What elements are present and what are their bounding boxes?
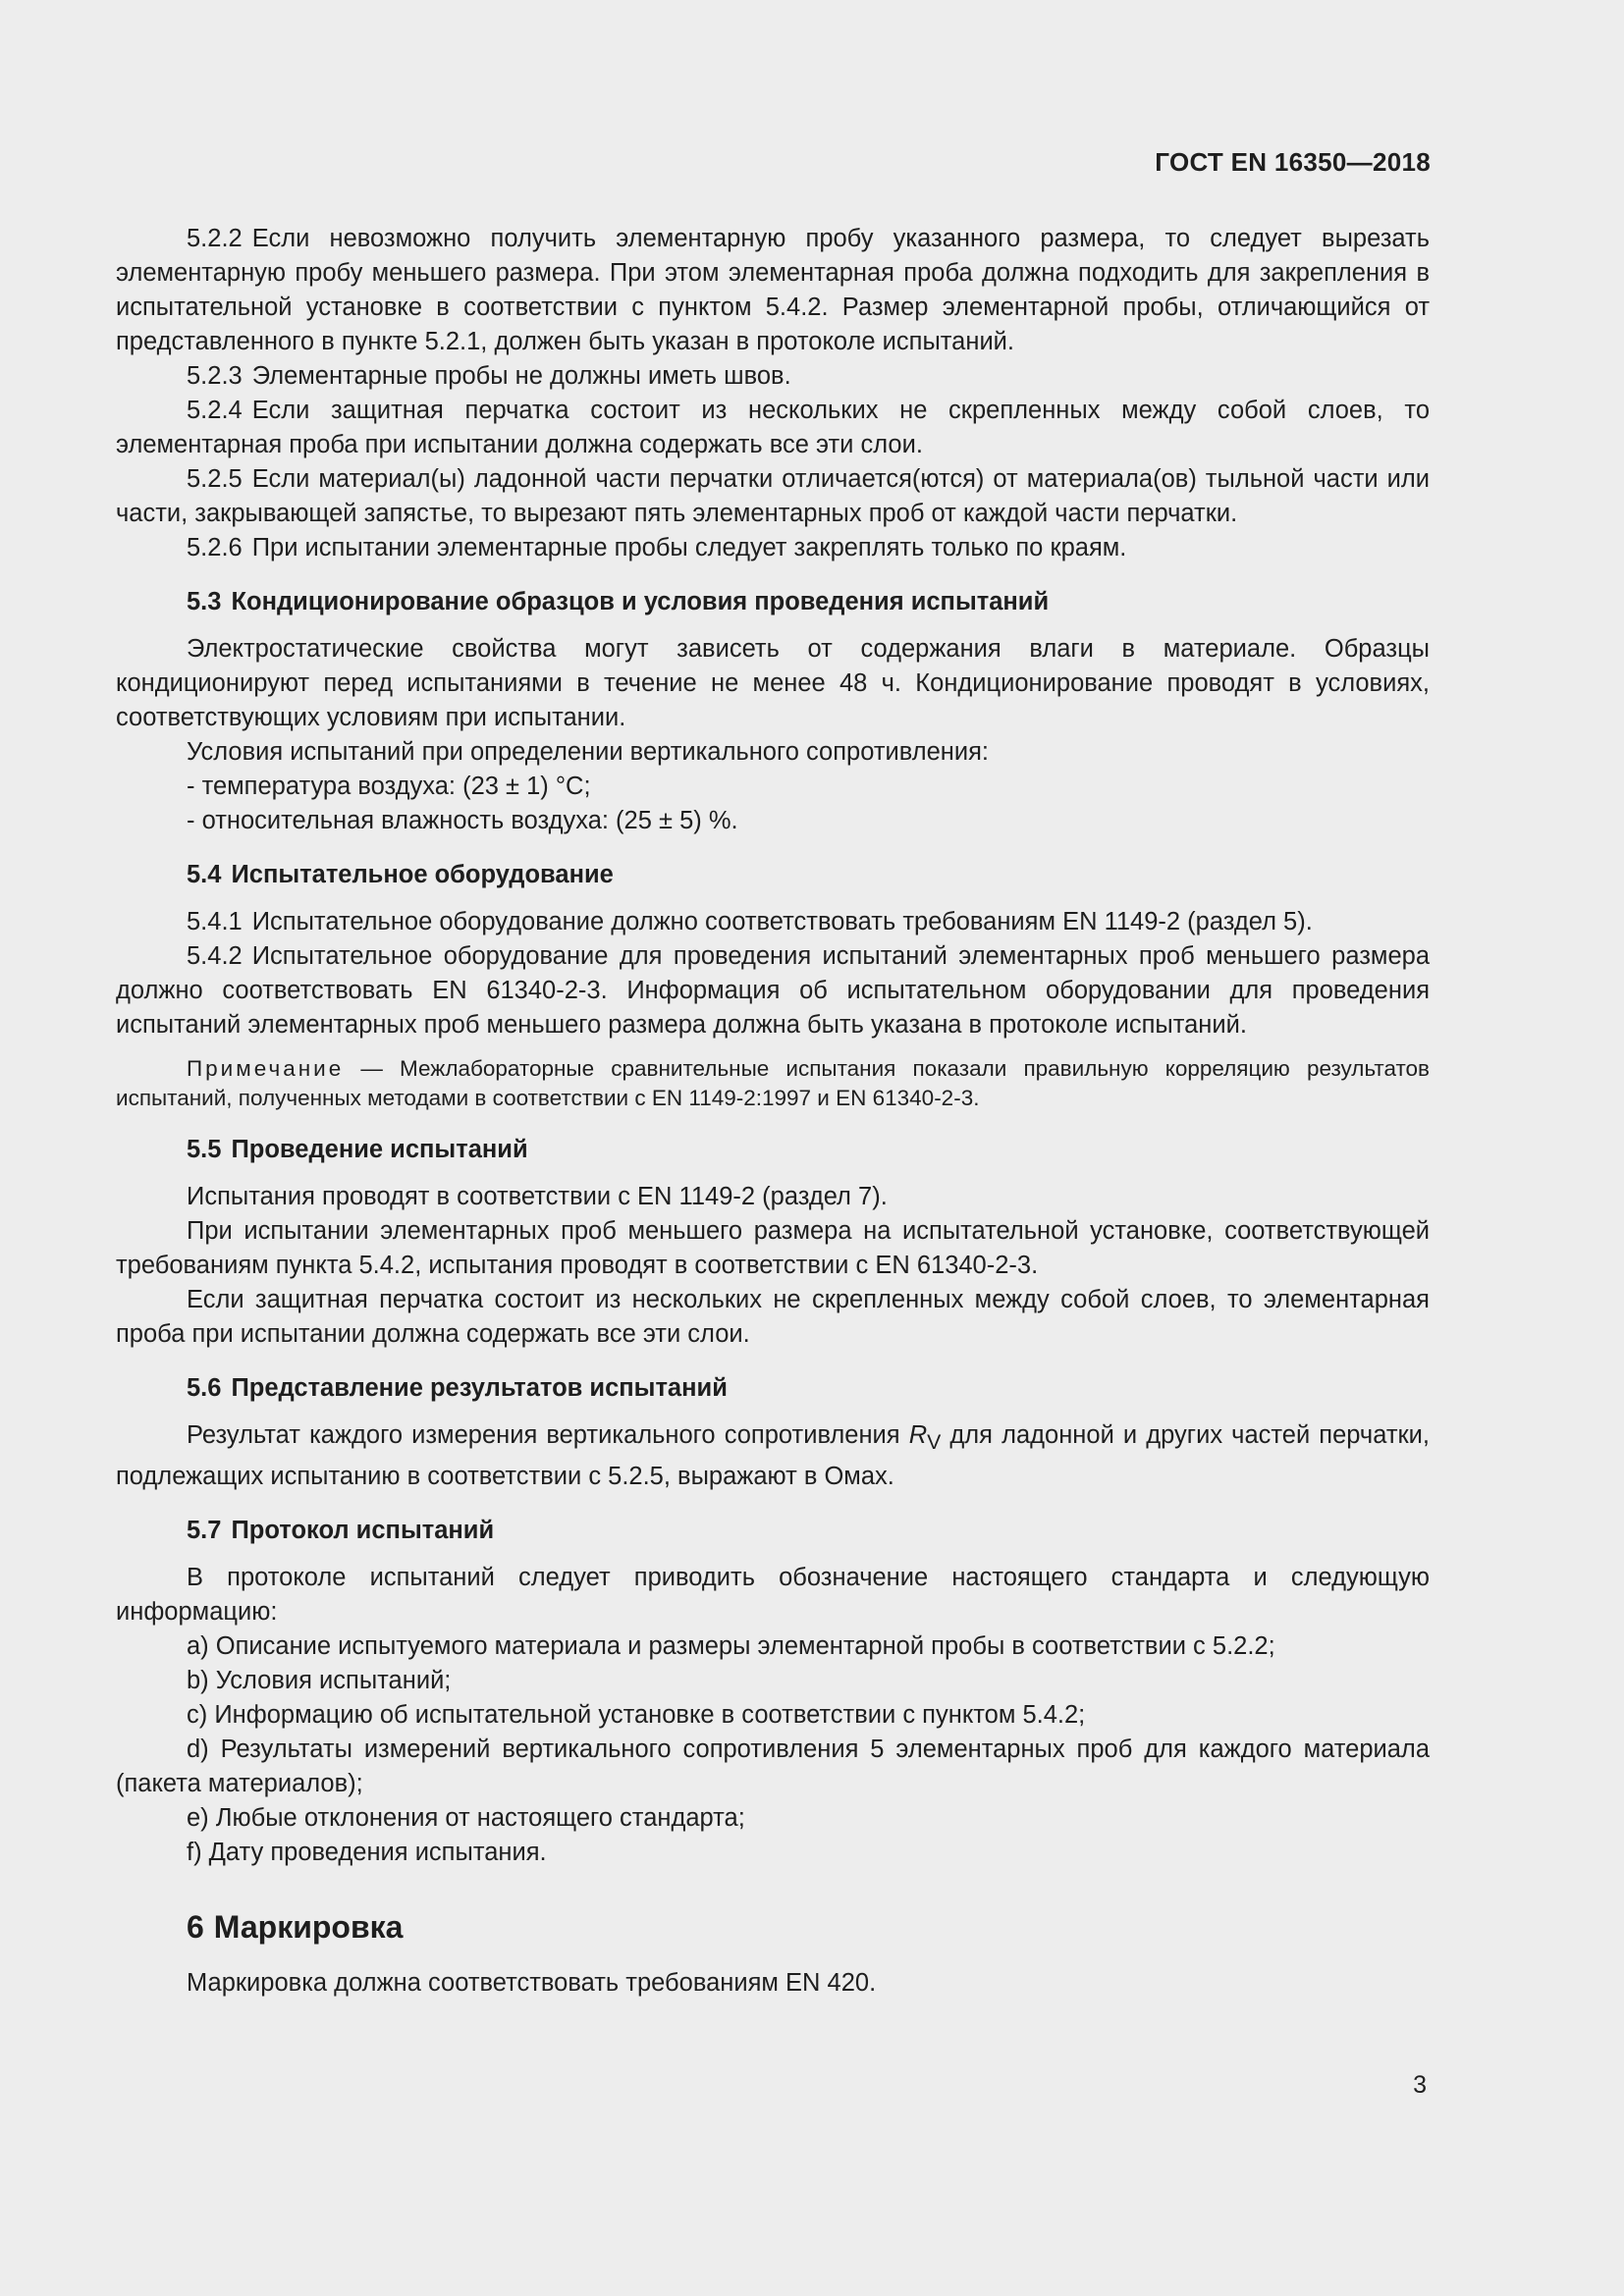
section-title: Кондиционирование образцов и условия проведения испытаний <box>231 588 1050 615</box>
clause-number: 5.4.2 <box>187 942 243 970</box>
section-5-4-heading <box>116 858 1430 892</box>
section-number: 5.5 <box>187 1136 222 1163</box>
section-title: Протокол испытаний <box>231 1517 495 1545</box>
section-number: 5.7 <box>187 1517 222 1545</box>
paragraph: При испытании элементарных проб меньшего размера на испытательной установке, соответствующей требованиям пункта 5.4.2, испытания проводят в соответствии с EN 61340-2-3. <box>116 1217 1430 1279</box>
paragraph: Электростатические свойства могут зависеть от содержания влаги в материале. Образцы кондиционируют перед испытаниями в течение не менее 48 ч. Кондиционирование проводят в условиях, соответствующих условиям при испытании. <box>116 635 1430 731</box>
clause-5-2-5 <box>116 462 1430 531</box>
section-title: Представление результатов испытаний <box>231 1374 728 1402</box>
section-number: 5.3 <box>187 588 222 615</box>
clause-5-2-3 <box>116 359 1430 394</box>
clause-5-2-4 <box>116 394 1430 462</box>
list-item: d) Результаты измерений вертикального сопротивления 5 элементарных проб для каждого материала (пакета материалов); <box>116 1735 1430 1798</box>
document-body <box>116 222 1430 2001</box>
clause-number: 5.2.3 <box>187 362 243 390</box>
list-item: a) Описание испытуемого материала и размеры элементарной пробы в соответствии с 5.2.2; <box>187 1632 1275 1661</box>
clause-5-4-1 <box>116 905 1430 939</box>
paragraph <box>116 1418 1430 1494</box>
section-title: Маркировка <box>213 1909 404 1946</box>
text-run: Результат каждого измерения вертикального сопротивления <box>187 1421 909 1449</box>
clause-number: 5.2.2 <box>187 225 243 252</box>
note-label: Примечание <box>187 1056 345 1081</box>
section-5-5-heading <box>116 1133 1430 1167</box>
clause-number: 5.2.5 <box>187 465 243 493</box>
clause-text: Элементарные пробы не должны иметь швов. <box>251 362 791 390</box>
clause-text: Если защитная перчатка состоит из нескольких не скрепленных между собой слоев, то элементарная проба при испытании должна содержать все эти слои. <box>116 397 1430 458</box>
clause-number: 5.2.4 <box>187 397 243 424</box>
clause-text: Если невозможно получить элементарную пробу указанного размера, то следует вырезать элементарную пробу меньшего размера. При этом элементарная проба должна подходить для закрепления в испытательной установке в соответствии с пунктом 5.4.2. Размер элементарной пробы, отличающийся от представленного в пункте 5.2.1, должен быть указан в протоколе испытаний. <box>116 225 1430 355</box>
clause-5-4-2 <box>116 939 1430 1042</box>
section-5-7-heading <box>116 1514 1430 1548</box>
section-5-6-heading <box>116 1371 1430 1406</box>
paragraph: В протоколе испытаний следует приводить обозначение настоящего стандарта и следующую информацию: <box>116 1564 1430 1627</box>
list-item: b) Условия испытаний; <box>187 1667 452 1695</box>
clause-text: Испытательное оборудование должно соответствовать требованиям EN 1149-2 (раздел 5). <box>251 908 1313 935</box>
list-item: f) Дату проведения испытания. <box>187 1839 547 1867</box>
document-code-header: ГОСТ EN 16350—2018 <box>1155 147 1431 177</box>
clause-number: 5.2.6 <box>187 534 243 561</box>
list-item: - относительная влажность воздуха: (25 ± 5) %. <box>187 807 738 834</box>
paragraph: Условия испытаний при определении вертикального сопротивления: <box>187 738 989 766</box>
clause-number: 5.4.1 <box>187 908 243 935</box>
section-title: Испытательное оборудование <box>231 861 614 888</box>
list-item: c) Информацию об испытательной установке в соответствии с пунктом 5.4.2; <box>187 1701 1086 1730</box>
paragraph: Маркировка должна соответствовать требованиям EN 420. <box>187 1969 877 1998</box>
note <box>116 1054 1430 1113</box>
clause-5-2-2 <box>116 222 1430 359</box>
text-run: для ладонной и других частей перчатки, подлежащих испытанию в соответствии с 5.2.5, выражают в Омах. <box>116 1421 1430 1491</box>
paragraph: Если защитная перчатка состоит из нескольких не скрепленных между собой слоев, то элементарная проба при испытании должна содержать все эти слои. <box>116 1286 1430 1348</box>
section-title: Проведение испытаний <box>231 1136 528 1163</box>
paragraph: Испытания проводят в соответствии с EN 1149-2 (раздел 7). <box>187 1183 888 1210</box>
list-item: - температура воздуха: (23 ± 1) °С; <box>187 773 591 800</box>
section-number: 5.4 <box>187 861 222 888</box>
clause-text: При испытании элементарные пробы следует закреплять только по краям. <box>251 534 1127 561</box>
resistance-subscript: V <box>927 1430 942 1455</box>
clause-text: Испытательное оборудование для проведения испытаний элементарных проб меньшего размера должно соответствовать EN 61340-2-3. Информация об испытательном оборудовании для проведения испытаний элементарных проб меньшего размера должна быть указана в протоколе испытаний. <box>116 942 1430 1039</box>
page-number: 3 <box>1413 2071 1427 2099</box>
section-6-heading <box>116 1907 1430 1947</box>
resistance-symbol: R <box>908 1421 928 1449</box>
section-5-3-heading <box>116 585 1430 619</box>
list-item: e) Любые отклонения от настоящего стандарта; <box>187 1804 745 1833</box>
section-number: 6 <box>187 1909 204 1946</box>
section-number: 5.6 <box>187 1374 222 1402</box>
note-text: — Межлабораторные сравнительные испытания показали правильную корреляцию результатов испытаний, полученных методами в соответствии с EN 1149-2:1997 и EN 61340-2-3. <box>116 1056 1430 1110</box>
clause-5-2-6 <box>116 531 1430 565</box>
clause-text: Если материал(ы) ладонной части перчатки отличается(ются) от материала(ов) тыльной части или части, закрывающей запястье, то вырезают пять элементарных проб от каждой части перчатки. <box>116 465 1430 527</box>
